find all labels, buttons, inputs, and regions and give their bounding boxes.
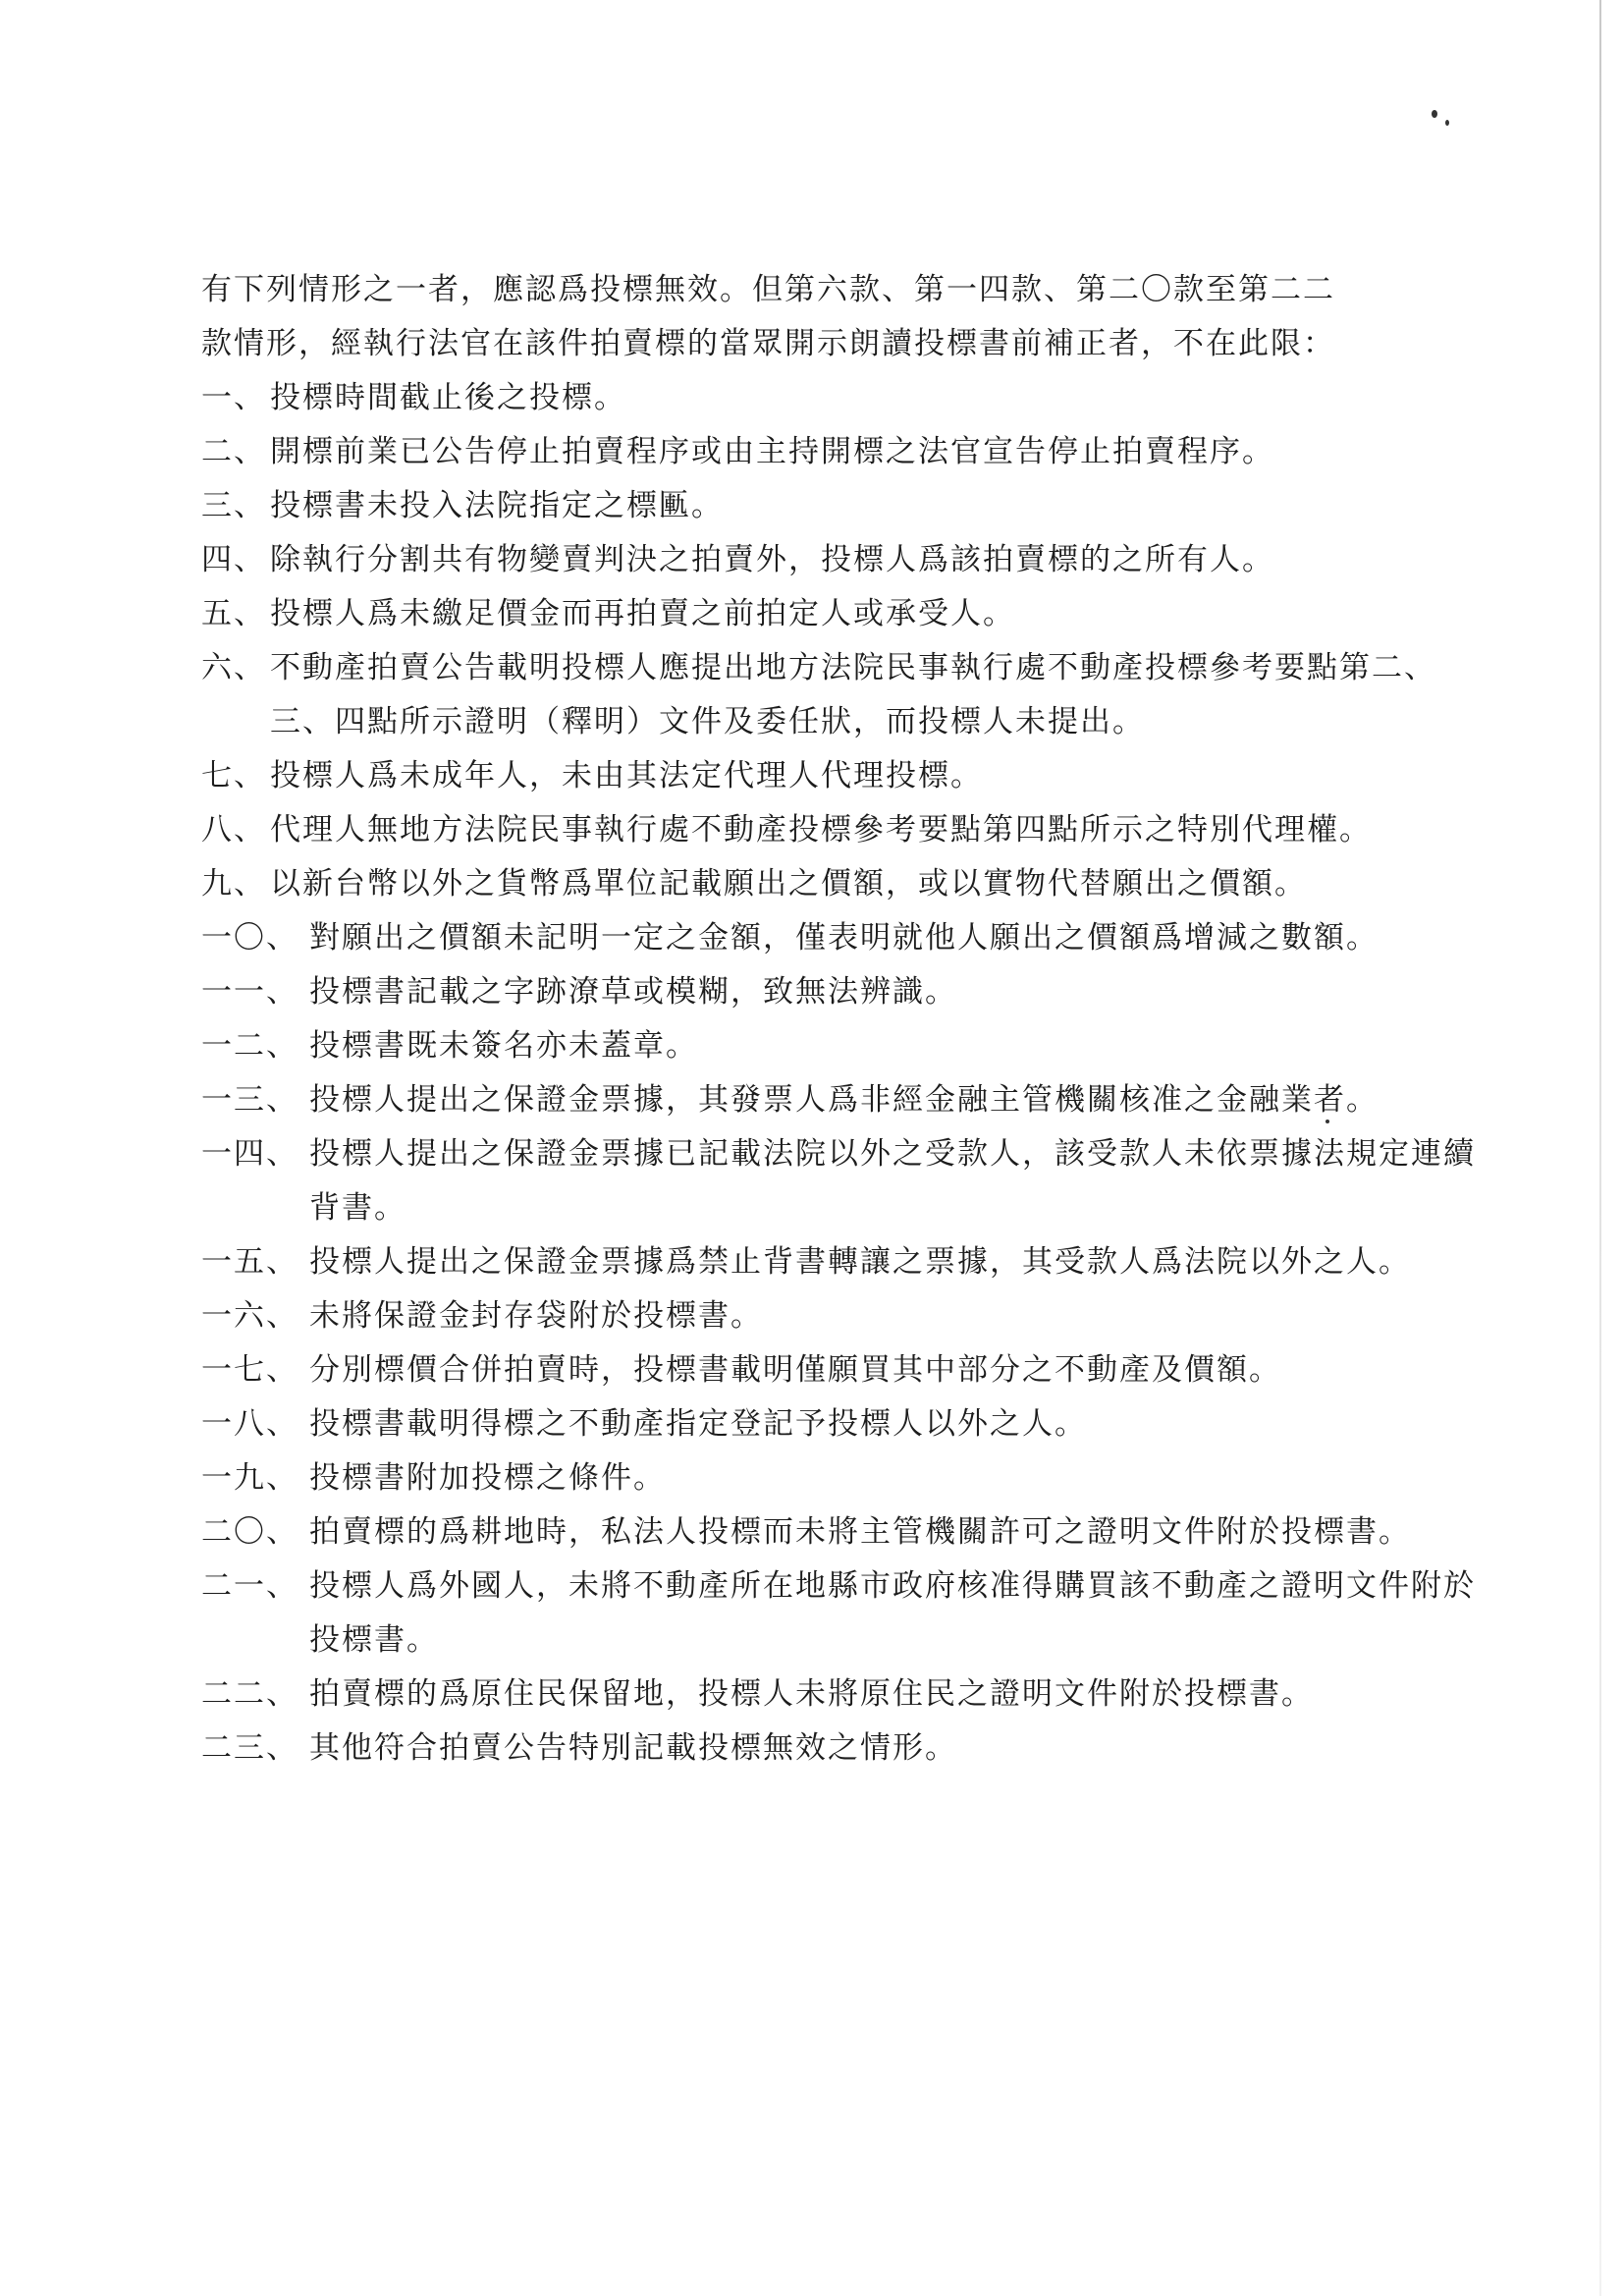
item-text: 開標前業已公告停止拍賣程序或由主持開標之法官宣告停止拍賣程序。	[270, 434, 1274, 469]
item-text: 投標人提出之保證金票據爲禁止背書轉讓之票據，其受款人爲法院以外之人。	[309, 1244, 1411, 1280]
item-text: 拍賣標的爲原住民保留地，投標人未將原住民之證明文件附於投標書。	[309, 1676, 1314, 1712]
item-text: 投標書未投入法院指定之標匭。	[270, 488, 724, 523]
item-number: 四、	[201, 542, 266, 577]
item-number: 一〇、	[201, 920, 298, 956]
intro-line: 有下列情形之一者，應認爲投標無效。但第六款、第一四款、第二〇款至第二二	[201, 272, 1335, 307]
item-text: 除執行分割共有物變賣判決之拍賣外，投標人爲該拍賣標的之所有人。	[270, 542, 1274, 577]
scan-speck	[1445, 120, 1449, 126]
item-text: 不動產拍賣公告載明投標人應提出地方法院民事執行處不動產投標參考要點第二、三、四點所示證明（釋明）文件及委任狀，而投標人未提出。	[270, 650, 1436, 739]
item-text: 分別標價合併拍賣時，投標書載明僅願買其中部分之不動產及價額。	[309, 1352, 1281, 1388]
list-item	[201, 1235, 1478, 1289]
item-text: 投標人提出之保證金票據已記載法院以外之受款人，該受款人未依票據法規定連續背書。	[309, 1136, 1476, 1226]
item-text: 投標時間截止後之投標。	[270, 380, 626, 415]
item-number: 二二、	[201, 1676, 298, 1712]
list-item	[201, 371, 1478, 425]
item-number: 二、	[201, 434, 266, 469]
item-text: 投標書既未簽名亦未蓋章。	[309, 1028, 698, 1064]
item-number: 一一、	[201, 974, 298, 1010]
item-text: 其他符合拍賣公告特別記載投標無效之情形。	[309, 1730, 957, 1766]
item-text: 投標人提出之保證金票據，其發票人爲非經金融主管機關核准之金融業者。	[309, 1082, 1379, 1118]
item-text: 投標人爲未成年人，未由其法定代理人代理投標。	[270, 758, 983, 793]
item-number: 一五、	[201, 1244, 298, 1280]
list-item	[201, 533, 1478, 587]
item-number: 一六、	[201, 1298, 298, 1334]
list-item	[201, 1019, 1478, 1073]
item-number: 一三、	[201, 1082, 298, 1118]
document-body	[201, 263, 1478, 1776]
item-number: 三、	[201, 488, 266, 523]
item-number: 八、	[201, 812, 266, 847]
list-item	[201, 1722, 1478, 1776]
item-number: 六、	[201, 650, 266, 685]
list-item	[201, 857, 1478, 911]
item-number: 一八、	[201, 1406, 298, 1442]
list-item	[201, 1667, 1478, 1722]
intro-line: 款情形，經執行法官在該件拍賣標的當眾開示朗讀投標書前補正者，不在此限：	[201, 326, 1335, 361]
list-item	[201, 1559, 1478, 1667]
item-number: 一七、	[201, 1352, 298, 1388]
list-item	[201, 1451, 1478, 1505]
item-number: 二一、	[201, 1568, 298, 1604]
scan-speck	[1432, 110, 1437, 118]
item-text: 投標書記載之字跡潦草或模糊，致無法辨識。	[309, 974, 957, 1010]
item-text: 對願出之價額未記明一定之金額，僅表明就他人願出之價額爲增減之數額。	[309, 920, 1379, 956]
item-text: 以新台幣以外之貨幣爲單位記載願出之價額，或以實物代替願出之價額。	[270, 866, 1307, 902]
list-item	[201, 587, 1478, 641]
item-number: 一二、	[201, 1028, 298, 1064]
list-item	[201, 803, 1478, 857]
list-item	[201, 965, 1478, 1019]
item-text: 投標書載明得標之不動產指定登記予投標人以外之人。	[309, 1406, 1087, 1442]
list-item	[201, 479, 1478, 533]
item-number: 七、	[201, 758, 266, 793]
scan-page-edge	[1599, 0, 1601, 2296]
item-number: 一四、	[201, 1136, 298, 1172]
list-item	[201, 1397, 1478, 1451]
list-item	[201, 425, 1478, 479]
list-item	[201, 641, 1478, 749]
item-text: 投標書附加投標之條件。	[309, 1460, 666, 1496]
list-item	[201, 749, 1478, 803]
item-number: 九、	[201, 866, 266, 902]
item-text: 投標人爲外國人，未將不動產所在地縣市政府核准得購買該不動產之證明文件附於投標書。	[309, 1568, 1476, 1658]
list-item	[201, 1127, 1478, 1235]
item-number: 二三、	[201, 1730, 298, 1766]
item-text: 代理人無地方法院民事執行處不動產投標參考要點第四點所示之特別代理權。	[270, 812, 1372, 847]
list-item	[201, 1289, 1478, 1343]
item-text: 投標人爲未繳足價金而再拍賣之前拍定人或承受人。	[270, 596, 1015, 631]
list-item	[201, 1343, 1478, 1397]
item-text: 未將保證金封存袋附於投標書。	[309, 1298, 763, 1334]
list-item	[201, 1073, 1478, 1127]
item-number: 一、	[201, 380, 266, 415]
item-number: 二〇、	[201, 1514, 298, 1550]
item-text: 拍賣標的爲耕地時，私法人投標而未將主管機關許可之證明文件附於投標書。	[309, 1514, 1411, 1550]
list-item	[201, 1505, 1478, 1559]
item-number: 一九、	[201, 1460, 298, 1496]
item-number: 五、	[201, 596, 266, 631]
list-item	[201, 911, 1478, 965]
